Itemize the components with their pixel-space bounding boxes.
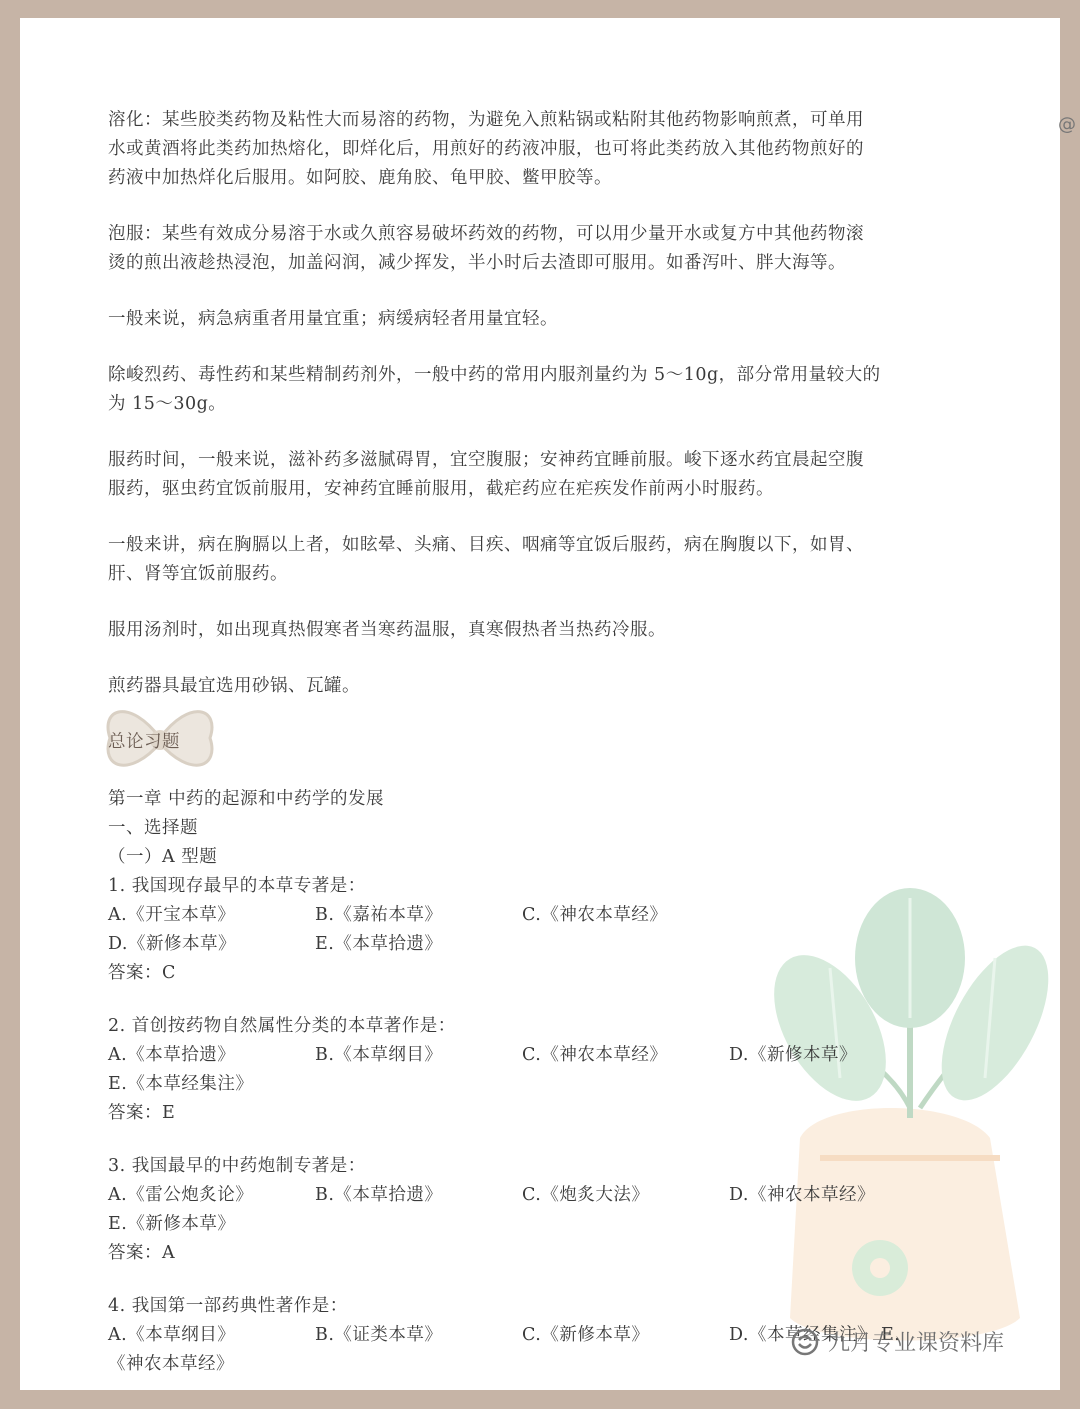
type-title: （一）A 型题 — [108, 847, 218, 867]
question-stem: 3. 我国最早的中药炮制专著是： — [108, 1156, 366, 1176]
options-row — [108, 1041, 988, 1070]
section-title: 总论习题 — [108, 732, 180, 752]
option: 《神农本草经》 — [108, 1354, 234, 1374]
option: A.《本草纲目》 — [108, 1325, 236, 1345]
option: A.《雷公炮炙论》 — [108, 1185, 254, 1205]
option: B.《本草拾遗》 — [315, 1185, 443, 1205]
option: B.《本草纲目》 — [315, 1045, 443, 1065]
option: C.《神农本草经》 — [522, 905, 668, 925]
answer: 答案：A — [108, 1243, 176, 1263]
text-line: 一般来说，病急病重者用量宜重；病缓病轻者用量宜轻。 — [108, 309, 558, 329]
text-line: 除峻烈药、毒性药和某些精制药剂外，一般中药的常用内服剂量约为 5～10g，部分常用量较大的 — [108, 365, 881, 385]
text-line: 煎药器具最宜选用砂锅、瓦罐。 — [108, 676, 360, 696]
option: D.《新修本草》 — [729, 1045, 857, 1065]
options-row — [108, 1210, 988, 1239]
document-content — [108, 106, 988, 1390]
option: B.《嘉祐本草》 — [315, 905, 443, 925]
answer: 答案：C — [108, 963, 176, 983]
option: D.《本草经集注》 E. — [729, 1325, 901, 1345]
option: A.《本草拾遗》 — [108, 1045, 236, 1065]
question-1 — [108, 872, 988, 988]
answer: 答案：E — [108, 1103, 176, 1123]
document-page — [20, 18, 1060, 1390]
question-stem: 4. 我国第一部药典性著作是： — [108, 1296, 348, 1316]
text-line: 烫的煎出液趁热浸泡，加盖闷润，减少挥发，半小时后去渣即可服用。如番泻叶、胖大海等。 — [108, 253, 846, 273]
text-line: 水或黄酒将此类药加热熔化，即烊化后，用煎好的药液冲服，也可将此类药放入其他药物煎好的 — [108, 139, 864, 159]
option: B.《证类本草》 — [315, 1325, 443, 1345]
question-2 — [108, 1012, 988, 1128]
options-row — [108, 1070, 988, 1099]
option: D.《新修本草》 — [108, 934, 236, 954]
paragraph-meal-timing — [108, 531, 988, 589]
text-line: 一般来讲，病在胸膈以上者，如眩晕、头痛、目疾、咽痛等宜饭后服药，病在胸腹以下，如胃、 — [108, 535, 864, 555]
option: E.《新修本草》 — [108, 1214, 236, 1234]
paragraph-dosage-amount — [108, 361, 988, 419]
part-title: 一、选择题 — [108, 818, 198, 838]
paragraph-pao-fu — [108, 220, 988, 278]
watermark — [790, 1326, 1004, 1357]
text-line: 肝、肾等宜饭前服药。 — [108, 564, 288, 584]
paragraph-timing — [108, 446, 988, 504]
text-line: 服药时间，一般来说，滋补药多滋腻碍胃，宜空腹服；安神药宜睡前服。峻下逐水药宜晨起空腹 — [108, 450, 864, 470]
options-row — [108, 1181, 988, 1210]
options-row — [108, 901, 988, 930]
paragraph-decoction-temp — [108, 616, 988, 645]
text-line: 药液中加热烊化后服用。如阿胶、鹿角胶、龟甲胶、鳖甲胶等。 — [108, 168, 612, 188]
paragraph-rong-hua — [108, 106, 988, 193]
text-line: 为 15～30g。 — [108, 394, 227, 414]
option: E.《本草拾遗》 — [315, 934, 443, 954]
option: E.《本草经集注》 — [108, 1074, 254, 1094]
option: C.《炮炙大法》 — [522, 1185, 650, 1205]
question-stem: 1. 我国现存最早的本草专著是： — [108, 876, 366, 896]
options-row — [108, 930, 988, 959]
question-stem: 2. 首创按药物自然属性分类的本草著作是： — [108, 1016, 456, 1036]
chapter-title: 第一章 中药的起源和中药学的发展 — [108, 789, 385, 809]
text-line: 服用汤剂时，如出现真热假寒者当寒药温服，真寒假热者当热药冷服。 — [108, 620, 666, 640]
watermark-text: 九月专业课资料库 — [828, 1331, 1005, 1356]
option: A.《开宝本草》 — [108, 905, 236, 925]
option: C.《神农本草经》 — [522, 1045, 668, 1065]
paragraph-dosage-rule — [108, 305, 988, 334]
question-3 — [108, 1152, 988, 1268]
option: C.《新修本草》 — [522, 1325, 650, 1345]
text-line: 服药，驱虫药宜饭前服用，安神药宜睡前服用，截疟药应在疟疾发作前两小时服药。 — [108, 479, 774, 499]
text-line: 泡服：某些有效成分易溶于水或久煎容易破坏药效的药物，可以用少量开水或复方中其他药物滚 — [108, 224, 864, 244]
paragraph-vessel — [108, 672, 988, 701]
text-line: 溶化：某些胶类药物及粘性大而易溶的药物，为避免入煎粘锅或粘附其他药物影响煎煮，可单用 — [108, 110, 864, 130]
wechat-channel-icon — [790, 1327, 820, 1357]
option: D.《神农本草经》 — [729, 1185, 875, 1205]
edge-mark: @ — [1058, 114, 1076, 135]
